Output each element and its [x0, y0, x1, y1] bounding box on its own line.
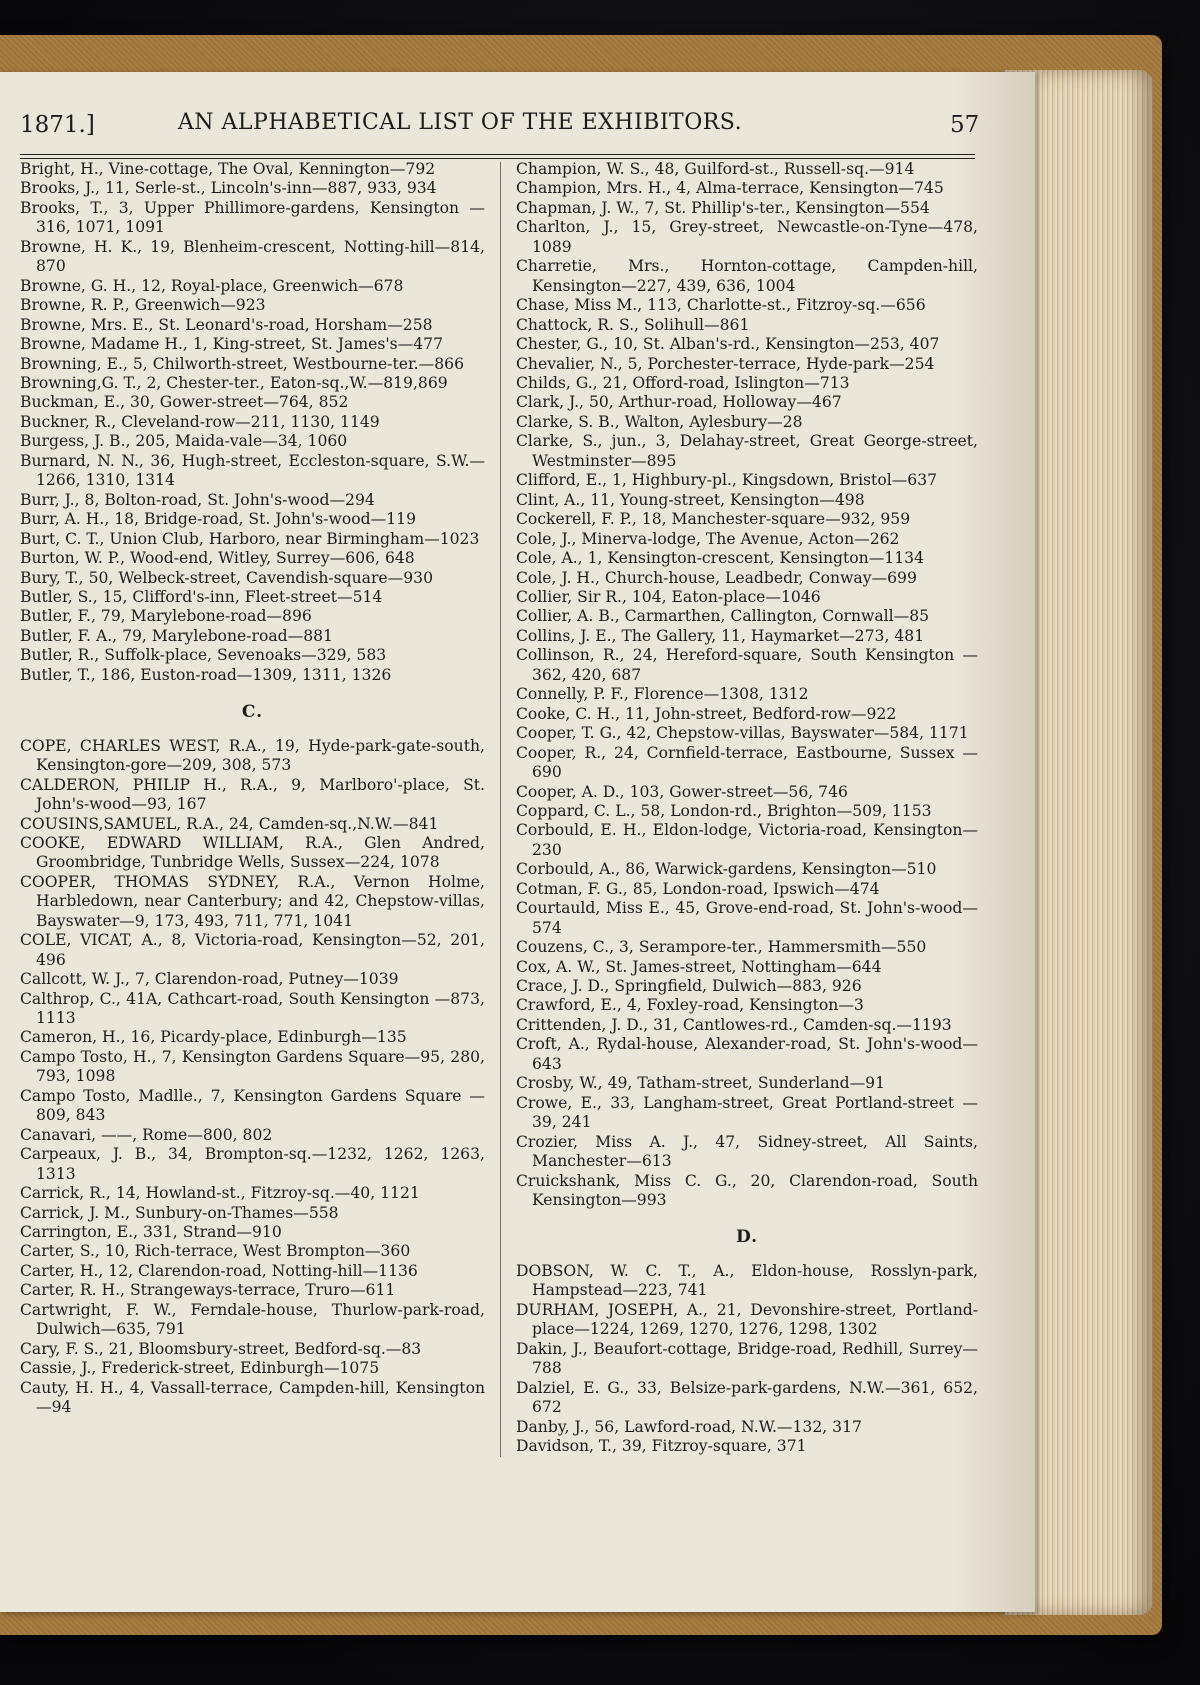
exhibitor-entry: Burr, A. H., 18, Bridge-road, St. John's-wood—119 — [20, 510, 417, 529]
entries-b-list — [20, 160, 485, 685]
exhibitor-entry: Carter, R. H., Strangeways-terrace, Truro—611 — [20, 1281, 396, 1300]
header-title: AN ALPHABETICAL LIST OF THE EXHIBITORS. — [177, 110, 743, 135]
exhibitor-entry: Childs, G., 21, Offord-road, Islington—713 — [516, 373, 850, 392]
exhibitor-entry: Browne, G. H., 12, Royal-place, Greenwich—678 — [20, 276, 404, 295]
exhibitor-entry: Callcott, W. J., 7, Clarendon-road, Putney—1039 — [20, 970, 399, 989]
exhibitor-entry: Butler, F. A., 79, Marylebone-road—881 — [20, 626, 333, 645]
exhibitor-entry: Clifford, E., 1, Highbury-pl., Kingsdown, Bristol—637 — [516, 471, 938, 490]
exhibitor-entry: Carrington, E., 331, Strand—910 — [20, 1223, 282, 1242]
column-divider — [500, 162, 501, 1457]
exhibitor-entry: COPE, CHARLES WEST, R.A., 19, Hyde-park-gate-south, Kensington-gore—209, 308, 573 — [20, 736, 485, 775]
exhibitor-entry: Crace, J. D., Springfield, Dulwich—883, 926 — [516, 977, 862, 996]
exhibitor-entry: Dakin, J., Beaufort-cottage, Bridge-road, Redhill, Surrey—788 — [516, 1339, 978, 1378]
exhibitor-entry: Browne, R. P., Greenwich—923 — [20, 296, 266, 315]
entries-c-continued-list — [516, 160, 978, 1210]
exhibitor-entry: Canavari, ——, Rome—800, 802 — [20, 1125, 273, 1144]
exhibitor-entry: Danby, J., 56, Lawford-road, N.W.—132, 317 — [516, 1417, 862, 1436]
exhibitor-entry: Couzens, C., 3, Serampore-ter., Hammersmith—550 — [516, 938, 927, 957]
exhibitor-entry: Clarke, S., jun., 3, Delahay-street, Great George-street, Westminster—895 — [516, 432, 978, 470]
header-year: 1871.] — [20, 112, 95, 138]
exhibitor-entry: Davidson, T., 39, Fitzroy-square, 371 — [516, 1437, 807, 1455]
exhibitor-entry: Browning, E., 5, Chilworth-street, Westbourne-ter.—866 — [20, 354, 464, 373]
exhibitor-entry: COUSINS,SAMUEL, R.A., 24, Camden-sq.,N.W.—841 — [20, 814, 439, 833]
exhibitor-entry: Corbould, A., 86, Warwick-gardens, Kensington—510 — [516, 860, 937, 879]
exhibitor-entry: Dalziel, E. G., 33, Belsize-park-gardens, N.W.—361, 652, 672 — [516, 1378, 978, 1417]
exhibitor-entry: CALDERON, PHILIP H., R.A., 9, Marlboro'-place, St. John's-wood—93, 167 — [20, 775, 485, 814]
exhibitor-entry: Cauty, H. H., 4, Vassall-terrace, Campden-hill, Kensington—94 — [20, 1378, 485, 1417]
exhibitor-entry: Crosby, W., 49, Tatham-street, Sunderland—91 — [516, 1074, 886, 1093]
exhibitor-entry: Cotman, F. G., 85, London-road, Ipswich—474 — [516, 879, 880, 898]
exhibitor-entry: Crawford, E., 4, Foxley-road, Kensington—3 — [516, 996, 864, 1015]
exhibitor-entry: DOBSON, W. C. T., A., Eldon-house, Rosslyn-park, Hampstead—223, 741 — [516, 1261, 978, 1300]
exhibitor-entry: Cooper, A. D., 103, Gower-street—56, 746 — [516, 782, 848, 801]
exhibitor-entry: Burnard, N. N., 36, Hugh-street, Eccleston-square, S.W.—1266, 1310, 1314 — [20, 451, 485, 490]
exhibitor-entry: Chester, G., 10, St. Alban's-rd., Kensington—253, 407 — [516, 335, 940, 354]
exhibitor-entry: Cole, A., 1, Kensington-crescent, Kensington—1134 — [516, 549, 924, 568]
exhibitor-entry: Burton, W. P., Wood-end, Witley, Surrey—606, 648 — [20, 549, 415, 568]
exhibitor-entry: Brooks, T., 3, Upper Phillimore-gardens, Kensington —316, 1071, 1091 — [20, 198, 485, 237]
exhibitor-entry: Collins, J. E., The Gallery, 11, Haymarket—273, 481 — [516, 626, 925, 645]
exhibitor-entry: COOPER, THOMAS SYDNEY, R.A., Vernon Holme, Harbledown, near Canterbury; and 42, Chepstow-villas, Bayswater—9, 173, 493, 711, 771, 1041 — [20, 872, 485, 930]
exhibitor-entry: Chase, Miss M., 113, Charlotte-st., Fitzroy-sq.—656 — [516, 296, 926, 315]
header-rule — [20, 154, 975, 159]
exhibitor-entry: Campo Tosto, H., 7, Kensington Gardens Square—95, 280, 793, 1098 — [20, 1047, 485, 1086]
exhibitor-entry: Crittenden, J. D., 31, Cantlowes-rd., Camden-sq.—1193 — [516, 1015, 952, 1034]
exhibitor-entry: Charlton, J., 15, Grey-street, Newcastle-on-Tyne—478, 1089 — [516, 218, 978, 256]
exhibitor-entry: Butler, S., 15, Clifford's-inn, Fleet-street—514 — [20, 587, 383, 606]
entries-d-list — [516, 1262, 978, 1457]
page-number: 57 — [950, 112, 980, 138]
exhibitor-entry: Campo Tosto, Madlle., 7, Kensington Gardens Square —809, 843 — [20, 1086, 485, 1125]
exhibitor-entry: Cartwright, F. W., Ferndale-house, Thurlow-park-road, Dulwich—635, 791 — [20, 1300, 485, 1339]
section-heading-d: D. — [735, 1227, 759, 1248]
exhibitor-entry: Charretie, Mrs., Hornton-cottage, Campden-hill, Kensington—227, 439, 636, 1004 — [516, 257, 978, 295]
exhibitor-entry: Burgess, J. B., 205, Maida-vale—34, 1060 — [20, 432, 348, 451]
exhibitor-entry: Champion, Mrs. H., 4, Alma-terrace, Kensington—745 — [516, 179, 944, 198]
exhibitor-entry: Bright, H., Vine-cottage, The Oval, Kennington—792 — [20, 160, 436, 178]
exhibitor-entry: Bury, T., 50, Welbeck-street, Cavendish-square—930 — [20, 568, 434, 587]
page-header — [20, 106, 980, 146]
exhibitor-entry: Chapman, J. W., 7, St. Phillip's-ter., Kensington—554 — [516, 198, 930, 217]
exhibitor-entry: Coppard, C. L., 58, London-rd., Brighton—509, 1153 — [516, 801, 932, 820]
exhibitor-entry: COLE, VICAT, A., 8, Victoria-road, Kensington—52, 201, 496 — [20, 931, 485, 969]
exhibitor-entry: Buckman, E., 30, Gower-street—764, 852 — [20, 393, 349, 412]
exhibitor-entry: Cockerell, F. P., 18, Manchester-square—932, 959 — [516, 510, 911, 529]
exhibitor-entry: Cooper, T. G., 42, Chepstow-villas, Bayswater—584, 1171 — [516, 724, 969, 743]
exhibitor-entry: Clarke, S. B., Walton, Aylesbury—28 — [516, 412, 803, 431]
exhibitor-entry: Carrick, J. M., Sunbury-on-Thames—558 — [20, 1203, 339, 1222]
exhibitor-entry: Carter, S., 10, Rich-terrace, West Brompton—360 — [20, 1242, 411, 1261]
exhibitor-entry: Calthrop, C., 41A, Cathcart-road, South Kensington —873, 1113 — [20, 989, 485, 1028]
exhibitor-entry: COOKE, EDWARD WILLIAM, R.A., Glen Andred, Groombridge, Tunbridge Wells, Sussex—224, 1078 — [20, 833, 485, 872]
exhibitor-entry: Browning,G. T., 2, Chester-ter., Eaton-sq.,W.—819,869 — [20, 373, 448, 392]
exhibitor-entry: Carrick, R., 14, Howland-st., Fitzroy-sq.—40, 1121 — [20, 1184, 420, 1203]
exhibitor-entry: Butler, F., 79, Marylebone-road—896 — [20, 607, 312, 626]
exhibitor-entry: Cole, J., Minerva-lodge, The Avenue, Acton—262 — [516, 529, 900, 548]
exhibitor-entry: Crozier, Miss A. J., 47, Sidney-street, All Saints, Manchester—613 — [516, 1132, 978, 1171]
exhibitor-entry: Buckner, R., Cleveland-row—211, 1130, 1149 — [20, 412, 380, 431]
exhibitor-entry: Clint, A., 11, Young-street, Kensington—498 — [516, 490, 865, 509]
exhibitor-entry: Cole, J. H., Church-house, Leadbedr, Conway—699 — [516, 568, 917, 587]
exhibitor-entry: Cassie, J., Frederick-street, Edinburgh—1075 — [20, 1359, 380, 1378]
exhibitor-entry: Butler, T., 186, Euston-road—1309, 1311, 1326 — [20, 665, 392, 684]
exhibitor-entry: Cooper, R., 24, Cornfield-terrace, Eastbourne, Sussex —690 — [516, 743, 978, 782]
exhibitor-entry: Cary, F. S., 21, Bloomsbury-street, Bedford-sq.—83 — [20, 1339, 422, 1358]
exhibitor-entry: Crowe, E., 33, Langham-street, Great Portland-street —39, 241 — [516, 1093, 978, 1132]
exhibitor-entry: Clark, J., 50, Arthur-road, Holloway—467 — [516, 393, 842, 412]
exhibitor-entry: Carter, H., 12, Clarendon-road, Notting-hill—1136 — [20, 1261, 418, 1280]
exhibitor-entry: Collier, Sir R., 104, Eaton-place—1046 — [516, 587, 821, 606]
exhibitor-entry: Cox, A. W., St. James-street, Nottingham—644 — [516, 957, 882, 976]
exhibitor-entry: Croft, A., Rydal-house, Alexander-road, St. John's-wood—643 — [516, 1035, 978, 1073]
exhibitor-entry: DURHAM, JOSEPH, A., 21, Devonshire-street, Portland-place—1224, 1269, 1270, 1276, 1298, 1302 — [516, 1300, 978, 1339]
exhibitor-entry: Connelly, P. F., Florence—1308, 1312 — [516, 685, 809, 704]
book-page — [0, 72, 1035, 1612]
exhibitor-entry: Chattock, R. S., Solihull—861 — [516, 315, 750, 334]
entries-c-list — [20, 737, 485, 1418]
exhibitor-entry: Champion, W. S., 48, Guilford-st., Russell-sq.—914 — [516, 160, 915, 178]
exhibitor-entry: Brooks, J., 11, Serle-st., Lincoln's-inn—887, 933, 934 — [20, 179, 437, 198]
exhibitor-entry: Chevalier, N., 5, Porchester-terrace, Hyde-park—254 — [516, 354, 935, 373]
exhibitor-entry: Cooke, C. H., 11, John-street, Bedford-row—922 — [516, 704, 897, 723]
exhibitor-entry: Collier, A. B., Carmarthen, Callington, Cornwall—85 — [516, 607, 930, 626]
exhibitor-entry: Burr, J., 8, Bolton-road, St. John's-wood—294 — [20, 490, 375, 509]
exhibitor-entry: Cruickshank, Miss C. G., 20, Clarendon-road, South Kensington—993 — [516, 1171, 978, 1210]
exhibitor-entry: Courtauld, Miss E., 45, Grove-end-road, St. John's-wood—574 — [516, 899, 978, 937]
exhibitor-entry: Corbould, E. H., Eldon-lodge, Victoria-road, Kensington—230 — [516, 821, 978, 859]
exhibitor-entry: Browne, H. K., 19, Blenheim-crescent, Notting-hill—814, 870 — [20, 237, 485, 276]
exhibitor-entry: Butler, R., Suffolk-place, Sevenoaks—329, 583 — [20, 646, 387, 665]
exhibitor-entry: Browne, Mrs. E., St. Leonard's-road, Horsham—258 — [20, 315, 433, 334]
right-column — [516, 160, 978, 1456]
exhibitor-entry: Burt, C. T., Union Club, Harboro, near Birmingham—1023 — [20, 529, 480, 548]
exhibitor-entry: Carpeaux, J. B., 34, Brompton-sq.—1232, 1262, 1263, 1313 — [20, 1145, 485, 1183]
exhibitor-entry: Collinson, R., 24, Hereford-square, South Kensington —362, 420, 687 — [516, 646, 978, 684]
exhibitor-entry: Browne, Madame H., 1, King-street, St. James's—477 — [20, 335, 444, 354]
section-heading-c: C. — [241, 702, 264, 723]
exhibitor-entry: Cameron, H., 16, Picardy-place, Edinburgh—135 — [20, 1028, 407, 1047]
left-column — [20, 160, 485, 1418]
